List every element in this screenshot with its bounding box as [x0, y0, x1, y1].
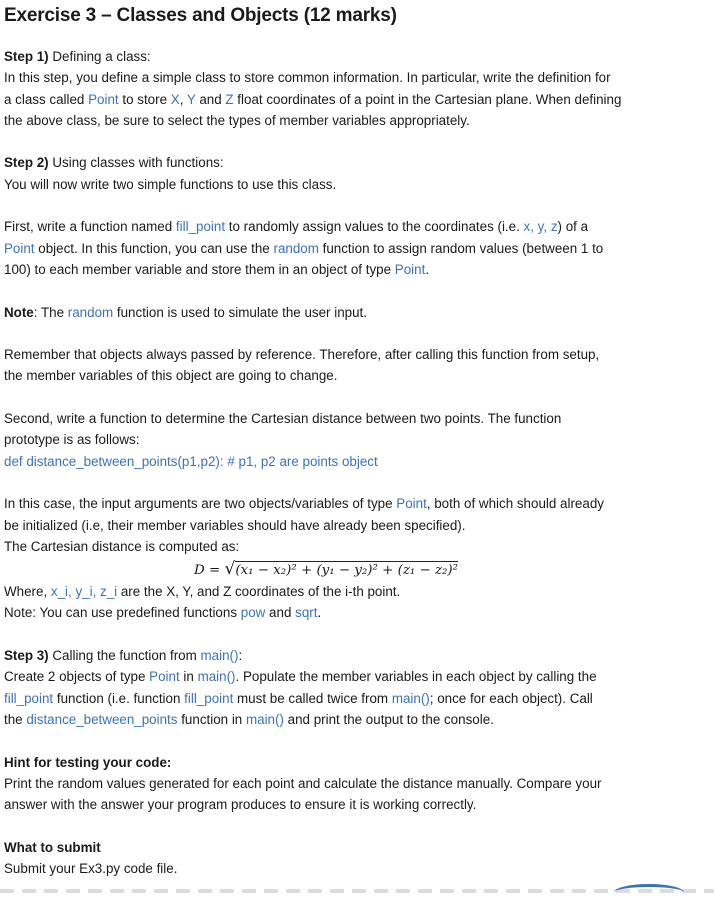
step1-line2: a class called Point to store X, Y and Z float coordinates of a point in the Cartesian plane. When defining — [4, 91, 622, 107]
step2-second-line2: prototype is as follows: — [4, 432, 140, 448]
step2-first-line1: First, write a function named fill_point to randomly assign values to the coordinates (i.e. x, y, z) of a — [4, 219, 589, 235]
step3-heading: Step 3) Calling the function from main(): — [4, 648, 243, 664]
sqrt-symbol: √ — [224, 559, 236, 580]
point-keyword: Point — [88, 91, 119, 107]
submit-heading: What to submit — [4, 839, 101, 855]
step3-line3: the distance_between_points function in main() and print the output to the console. — [4, 711, 494, 727]
step3-line1: Create 2 objects of type Point in main(). Populate the member variables in each object by calling the — [4, 669, 597, 685]
step2-input-line2: be initialized (i.e, their member variables should have already been specified). — [4, 517, 466, 533]
step2-first-line2: Point object. In this function, you can use the random function to assign random values (between 1 to — [4, 240, 604, 256]
footer-decoration — [0, 889, 714, 893]
hint-line2: answer with the answer your program produces to ensure it is working correctly. — [4, 797, 477, 813]
page-title: Exercise 3 – Classes and Objects (12 marks) — [4, 5, 397, 26]
step2-heading: Step 2) Using classes with functions: — [4, 155, 224, 171]
function-prototype: def distance_between_points(p1,p2): # p1, p2 are points object — [4, 453, 378, 469]
step2-input-line1: In this case, the input arguments are two objects/variables of type Point, both of which should already — [4, 496, 604, 512]
step2-second-line1: Second, write a function to determine the Cartesian distance between two points. The function — [4, 411, 562, 427]
step2-input-line3: The Cartesian distance is computed as: — [4, 538, 240, 554]
fill-point-keyword: fill_point — [175, 219, 226, 235]
submit-line: Submit your Ex3.py code file. — [4, 860, 178, 876]
step2-where: Where, x_i, y_i, z_i are the X, Y, and Z coordinates of the i-th point. — [4, 584, 401, 600]
step2-first-line3: 100) to each member variable and store them in an object of type Point. — [4, 261, 430, 277]
hint-line1: Print the random values generated for each point and calculate the distance manually. Compare your — [4, 775, 602, 791]
step1-line1: In this step, you define a simple class to store common information. In particular, write the definition for — [4, 70, 611, 86]
step1-line3: the above class, be sure to select the types of member variables appropriately. — [4, 112, 470, 128]
hint-heading: Hint for testing your code: — [4, 754, 172, 770]
step2-label: Step 2) — [4, 155, 49, 171]
step1-heading: Step 1) Defining a class: — [4, 49, 151, 64]
step1-label: Step 1) — [4, 49, 49, 64]
step3-label: Step 3) — [4, 648, 49, 664]
step2-remember-line1: Remember that objects always passed by reference. Therefore, after calling this function from setup, — [4, 347, 600, 363]
step2-use-note: Note: You can use predefined functions pow and sqrt. — [4, 605, 322, 621]
step2-remember-line2: the member variables of this object are going to change. — [4, 368, 338, 384]
exercise-document — [4, 0, 704, 879]
step3-line2: fill_point function (i.e. function fill_point must be called twice from main(); once for each object). Call — [4, 690, 593, 706]
step2-intro: You will now write two simple functions to use this class. — [4, 176, 337, 192]
step2-note: Note: The random function is used to simulate the user input. — [4, 304, 367, 320]
distance-equation: D = √(x₁ − x₂)² + (y₁ − y₂)² + (z₁ − z₂)² — [194, 559, 458, 580]
